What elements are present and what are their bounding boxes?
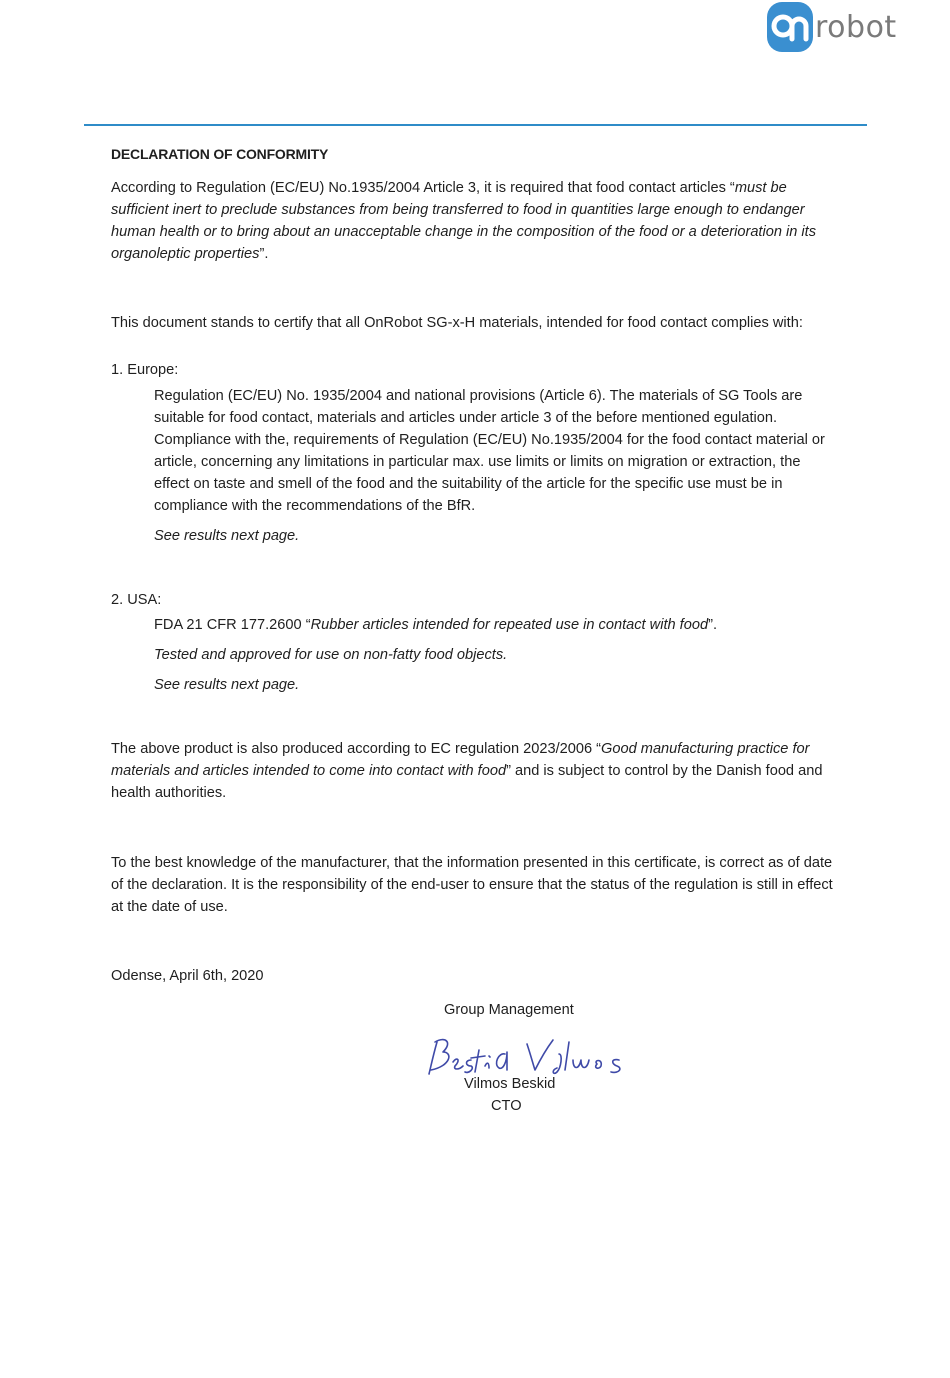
header-rule <box>84 124 867 126</box>
logo-badge <box>767 2 813 52</box>
usa-see-results: See results next page. <box>154 677 300 693</box>
logo-wordmark: robot <box>815 10 897 45</box>
gmp-paragraph: The above product is also produced according to EC regulation 2023/2006 “Good manufacturing practice for materials and articles intended to come into contact with food” and is subject to control by the Danish food and health authorities. <box>111 741 823 801</box>
place-date: Odense, April 6th, 2020 <box>111 968 264 984</box>
knowledge-paragraph: To the best knowledge of the manufacturer, that the information presented in this certificate, is correct as of date of the declaration. It is the responsibility of the end-user to ensure that the status of the regulation is still in effect at the date of use. <box>111 855 833 915</box>
signoff-group: Group Management <box>444 1002 574 1018</box>
certify-paragraph: This document stands to certify that all OnRobot SG-x-H materials, intended for food contact complies with: <box>111 315 803 331</box>
usa-tested-line: Tested and approved for use on non-fatty food objects. <box>154 647 508 663</box>
onrobot-logo <box>767 2 897 54</box>
intro-paragraph: According to Regulation (EC/EU) No.1935/2004 Article 3, it is required that food contact articles “must be sufficient inert to preclude substances from being transferred to food in quantities large enough to endanger human health or to bring about an unacceptable change in the composition of the food or a deterioration in its organoleptic properties”. <box>111 180 817 262</box>
fda-line: FDA 21 CFR 177.2600 “Rubber articles intended for repeated use in contact with food”. <box>154 617 718 633</box>
signatory-role: CTO <box>491 1098 522 1114</box>
europe-heading: 1. Europe: <box>111 362 179 378</box>
document-title: DECLARATION OF CONFORMITY <box>111 146 329 162</box>
europe-see-results: See results next page. <box>154 528 300 544</box>
europe-paragraph: Regulation (EC/EU) No. 1935/2004 and national provisions (Article 6). The materials of SG Tools are suitable for food contact, materials and articles under article 3 of the before mentioned egulation. Compliance with the, requirements of Regulation (EC/EU) No.1935/2004 for the food contact material or article, concerning any limitations in particular max. use limits or limits on migration or extraction, the effect on taste and smell of the food and the suitability of the article for the specific use must be in compliance with the recommendations of the BfR. <box>154 388 825 514</box>
signatory-name: Vilmos Beskid <box>464 1076 556 1092</box>
usa-heading: 2. USA: <box>111 592 162 608</box>
